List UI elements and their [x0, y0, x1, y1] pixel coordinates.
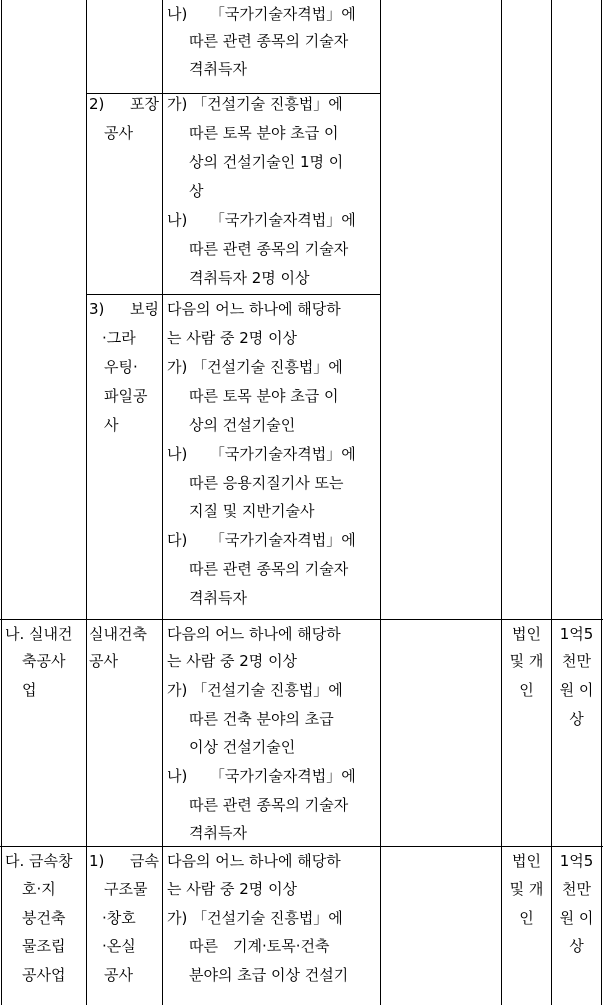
- requirement-line: 나) 「국가기술자격법」에: [167, 445, 356, 463]
- category-line: 물조립: [22, 937, 66, 955]
- requirement-line: 가) 「건설기술 진흥법」에: [167, 95, 343, 113]
- requirement-line: 따른 관련 종목의 기술자: [189, 240, 349, 258]
- item-word: 보링: [130, 300, 159, 318]
- capital-line: 상: [569, 710, 584, 728]
- subcategory-line: 실내건축: [89, 625, 147, 643]
- subcategory-line: 우팅·: [104, 358, 138, 376]
- subcategory-line: 공사: [104, 966, 133, 984]
- requirement-line: 따른 관련 종목의 기술자: [189, 796, 349, 814]
- requirement-line: 격취득자: [189, 60, 247, 78]
- requirement-line: 가) 「건설기술 진흥법」에: [167, 909, 343, 927]
- requirement-line: 지질 및 지반기술사: [189, 502, 315, 520]
- requirement-line: 격취득자 2명 이상: [189, 269, 310, 287]
- column-divider: [162, 0, 163, 1005]
- item-number: 1): [89, 852, 105, 870]
- subcategory-line: 파일공: [104, 387, 148, 405]
- requirement-line: 는 사람 중 2명 이상: [167, 652, 298, 670]
- capital-line: 상: [569, 937, 584, 955]
- requirement-line: 따른 관련 종목의 기술자: [189, 560, 349, 578]
- category-line: 공사업: [22, 966, 66, 984]
- requirement-line: 나) 「국가기술자격법」에: [167, 767, 356, 785]
- requirement-line: 다) 「국가기술자격법」에: [167, 531, 356, 549]
- requirement-line: 나) 「국가기술자격법」에: [167, 211, 356, 229]
- requirement-line: 다음의 어느 하나에 해당하: [167, 852, 341, 870]
- requirement-line: 다음의 어느 하나에 해당하: [167, 300, 341, 318]
- category-line: 축공사: [22, 652, 66, 670]
- requirement-line: 따른 기계·토목·건축: [189, 937, 330, 955]
- column-divider: [86, 0, 87, 1005]
- requirement-line: 따른 응용지질기사 또는: [189, 474, 344, 492]
- capital-line: 원 이: [559, 909, 594, 927]
- requirement-line: 는 사람 중 2명 이상: [167, 329, 298, 347]
- subcategory-line: ·창호: [102, 909, 136, 927]
- requirement-line: 상: [189, 182, 204, 200]
- capital-line: 1억5: [559, 625, 594, 643]
- requirement-line: 상의 건설기술인: [189, 416, 296, 434]
- requirement-line: 가) 「건설기술 진흥법」에: [167, 681, 343, 699]
- subcategory-line: ·그라: [102, 329, 136, 347]
- requirement-line: 상의 건설기술인 1명 이: [189, 153, 344, 171]
- requirement-line: 격취득자: [189, 824, 247, 842]
- requirement-line: 는 사람 중 2명 이상: [167, 880, 298, 898]
- item-number: 3): [89, 300, 105, 318]
- legal-form-line: 인: [519, 681, 534, 699]
- requirement-line: 따른 건축 분야의 초급: [189, 710, 334, 728]
- requirement-line: 따른 토목 분야 초급 이: [189, 124, 339, 142]
- requirement-line: 따른 관련 종목의 기술자: [189, 32, 349, 50]
- requirement-line: 다음의 어느 하나에 해당하: [167, 625, 341, 643]
- requirement-line: 격취득자: [189, 589, 247, 607]
- requirement-line: 이상 건설기술인: [189, 738, 296, 756]
- legal-form-line: 인: [519, 909, 534, 927]
- legal-form-line: 및 개: [509, 652, 544, 670]
- category-line: 붕건축: [22, 909, 66, 927]
- item-word: 포장: [130, 95, 159, 113]
- subcategory-line: [89, 90, 159, 119]
- requirement-line: 분야의 초급 이상 건설기: [189, 966, 349, 984]
- subcategory-line: [89, 847, 159, 876]
- subcategory-line: 구조물: [104, 880, 148, 898]
- category-line: 다. 금속창: [5, 852, 73, 870]
- capital-line: 1억5: [559, 852, 594, 870]
- subcategory-line: 공사: [104, 124, 133, 142]
- column-divider: [601, 0, 602, 1005]
- legal-form-line: 법인: [512, 625, 541, 643]
- subcategory-line: 사: [104, 416, 119, 434]
- column-divider: [380, 0, 381, 1005]
- item-number: 2): [89, 95, 105, 113]
- item-word: 금속: [130, 852, 159, 870]
- subcategory-line: [89, 295, 159, 324]
- column-divider: [1, 0, 2, 1005]
- subcategory-line: 공사: [89, 652, 118, 670]
- requirement-line: 가) 「건설기술 진흥법」에: [167, 358, 343, 376]
- capital-line: 원 이: [559, 681, 594, 699]
- category-line: 나. 실내건: [5, 625, 73, 643]
- requirement-line: 나) 「국가기술자격법」에: [167, 5, 356, 23]
- capital-line: 천만: [562, 652, 591, 670]
- subcategory-line: ·온실: [102, 937, 136, 955]
- requirement-line: 따른 토목 분야 초급 이: [189, 387, 339, 405]
- category-line: 호·지: [22, 880, 56, 898]
- capital-line: 천만: [562, 880, 591, 898]
- category-line: 업: [22, 681, 37, 699]
- legal-form-line: 및 개: [509, 880, 544, 898]
- legal-form-line: 법인: [512, 852, 541, 870]
